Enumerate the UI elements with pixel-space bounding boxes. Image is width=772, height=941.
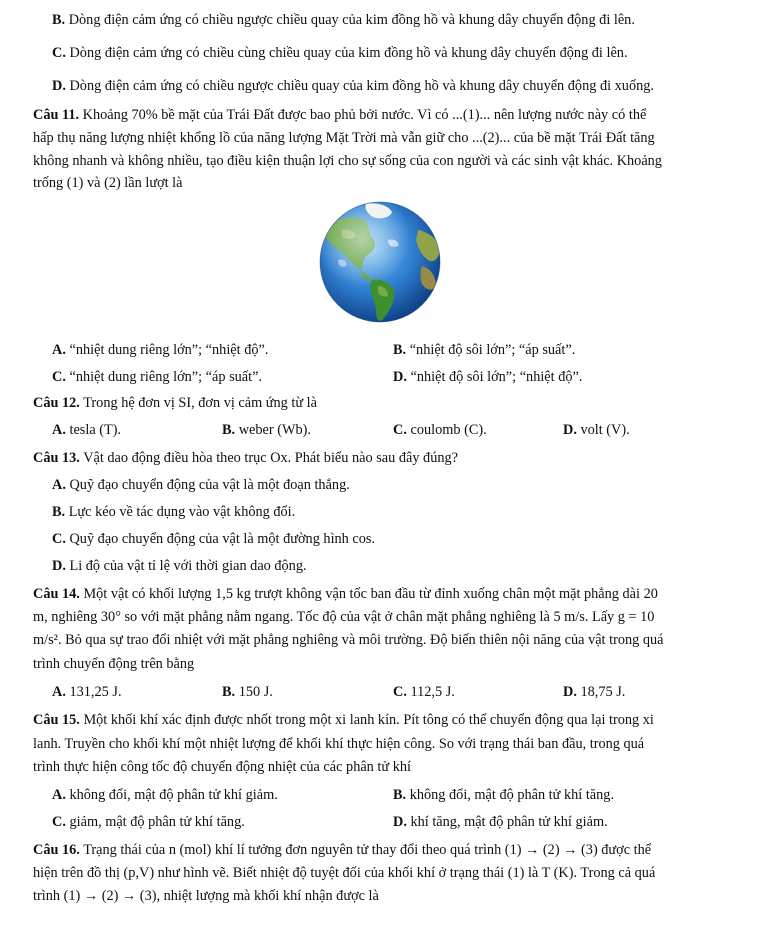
q16-line-3: trình (1) → (2) → (3), nhiệt lượng mà khối khí nhận được là bbox=[33, 888, 379, 904]
q13-option-c[interactable] bbox=[52, 528, 375, 550]
q15-option-c[interactable] bbox=[52, 811, 245, 833]
q13-stem bbox=[33, 447, 458, 469]
option-label: D. bbox=[393, 369, 407, 385]
q15-line-3: trình thực hiện công tốc độ chuyển động nhiệt của các phân tử khí bbox=[33, 759, 411, 775]
option-text: 18,75 J. bbox=[580, 684, 626, 700]
option-label: B. bbox=[52, 12, 66, 28]
option-text: tesla (T). bbox=[69, 422, 122, 438]
option-text: Lực kéo về tác dụng vào vật không đổi. bbox=[68, 504, 296, 520]
q15-line-1 bbox=[33, 709, 654, 731]
option-text: 112,5 J. bbox=[410, 684, 455, 700]
option-text: volt (V). bbox=[580, 422, 630, 438]
q12-option-b[interactable] bbox=[222, 419, 311, 441]
option-text: “nhiệt độ sôi lớn”; “nhiệt độ”. bbox=[410, 369, 583, 385]
q12-option-c[interactable] bbox=[393, 419, 487, 441]
earth-globe-icon bbox=[318, 200, 442, 324]
q12-option-a[interactable] bbox=[52, 419, 121, 441]
question-text: Trạng thái của n (mol) khí lí tưởng đơn nguyên tử thay đổi theo quá trình (1) → (2) → (3) được thể bbox=[79, 842, 652, 858]
option-label: D. bbox=[563, 422, 577, 438]
q11-line-1 bbox=[33, 104, 646, 126]
option-text: khí tăng, mật độ phân tử khí giảm. bbox=[410, 814, 608, 830]
q11-option-a[interactable] bbox=[52, 339, 268, 361]
option-label: B. bbox=[393, 787, 407, 803]
q13-option-b[interactable] bbox=[52, 501, 295, 523]
q11-option-c[interactable] bbox=[52, 366, 262, 388]
q11-line-4: trống (1) và (2) lần lượt là bbox=[33, 175, 183, 191]
option-text: Dòng điện cảm ứng có chiều cùng chiều quay của kim đồng hồ và khung dây chuyển động đi lên. bbox=[69, 45, 628, 61]
option-text: coulomb (C). bbox=[410, 422, 487, 438]
option-label: D. bbox=[52, 78, 66, 94]
question-text: Khoảng 70% bề mặt của Trái Đất được bao phủ bởi nước. Vì có ...(1)... nên lượng nước này có thể bbox=[79, 107, 647, 123]
q14-option-a[interactable] bbox=[52, 681, 122, 703]
q11-line-2: hấp thụ năng lượng nhiệt khổng lồ của năng lượng Mặt Trời mà vẫn giữ cho ...(2)... của bề mặt Trái Đất tăng bbox=[33, 130, 655, 146]
question-text: Một khối khí xác định được nhốt trong một xi lanh kín. Pít tông có thể chuyển động qua lại trong xi bbox=[79, 712, 654, 728]
q14-line-4: trình chuyển động trên bằng bbox=[33, 656, 195, 672]
question-number: Câu 12. bbox=[33, 395, 80, 411]
option-text: Dòng điện cảm ứng có chiều ngược chiều quay của kim đồng hồ và khung dây chuyển động đi lên. bbox=[68, 12, 635, 28]
option-text: “nhiệt độ sôi lớn”; “áp suất”. bbox=[409, 342, 576, 358]
question-number: Câu 13. bbox=[33, 450, 80, 466]
option-text: không đổi, mật độ phân tử khí giảm. bbox=[69, 787, 278, 803]
option-text: không đổi, mật độ phân tử khí tăng. bbox=[409, 787, 615, 803]
option-text: “nhiệt dung riêng lớn”; “nhiệt độ”. bbox=[69, 342, 269, 358]
q12-option-d[interactable] bbox=[563, 419, 630, 441]
option-text: 150 J. bbox=[238, 684, 273, 700]
q15-option-b[interactable] bbox=[393, 784, 614, 806]
option-label: C. bbox=[393, 684, 407, 700]
q11-option-d[interactable] bbox=[393, 366, 582, 388]
option-label: B. bbox=[52, 504, 66, 520]
option-text: Quỹ đạo chuyển động của vật là một đường hình cos. bbox=[69, 531, 376, 547]
option-label: B. bbox=[222, 684, 236, 700]
option-text: giảm, mật độ phân tử khí tăng. bbox=[69, 814, 245, 830]
q15-option-a[interactable] bbox=[52, 784, 278, 806]
option-label: A. bbox=[52, 422, 66, 438]
q15-line-2: lanh. Truyền cho khối khí một nhiệt lượng để khối khí thực hiện công. So với trạng thái ban đầu, trong quá bbox=[33, 736, 645, 752]
q16-line-2: hiện trên đồ thị (p,V) như hình vẽ. Biết nhiệt độ tuyệt đối của khối khí ở trạng thái (1) là T (K). Trong cả quá bbox=[33, 865, 656, 881]
option-label: C. bbox=[52, 814, 66, 830]
option-label: D. bbox=[393, 814, 407, 830]
prev-option-d bbox=[52, 75, 654, 97]
option-label: C. bbox=[393, 422, 407, 438]
question-number: Câu 16. bbox=[33, 842, 80, 858]
option-text: 131,25 J. bbox=[69, 684, 122, 700]
question-text: Vật dao động điều hòa theo trục Ox. Phát biểu nào sau đây đúng? bbox=[79, 450, 458, 466]
prev-option-c bbox=[52, 42, 628, 64]
question-number: Câu 11. bbox=[33, 107, 80, 123]
q14-option-c[interactable] bbox=[393, 681, 455, 703]
q12-stem bbox=[33, 392, 317, 414]
option-label: D. bbox=[563, 684, 577, 700]
option-label: A. bbox=[52, 342, 66, 358]
option-text: weber (Wb). bbox=[238, 422, 311, 438]
prev-option-b bbox=[52, 9, 635, 31]
option-label: D. bbox=[52, 558, 66, 574]
q11-line-3: không nhanh và không nhiều, tạo điều kiện thuận lợi cho sự sống của con người và các sinh vật khác. Khoảng bbox=[33, 153, 662, 169]
question-text: Trong hệ đơn vị SI, đơn vị cảm ứng từ là bbox=[79, 395, 318, 411]
option-text: “nhiệt dung riêng lớn”; “áp suất”. bbox=[69, 369, 263, 385]
option-label: B. bbox=[393, 342, 407, 358]
option-label: B. bbox=[222, 422, 236, 438]
q14-line-3: m/s². Bỏ qua sự trao đổi nhiệt với mặt phẳng nghiêng và môi trường. Độ biến thiên nội năng của vật trong quá bbox=[33, 632, 664, 648]
option-label: C. bbox=[52, 369, 66, 385]
q14-option-d[interactable] bbox=[563, 681, 625, 703]
question-number: Câu 14. bbox=[33, 586, 80, 602]
q14-line-1 bbox=[33, 583, 658, 605]
option-text: Dòng điện cảm ứng có chiều ngược chiều quay của kim đồng hồ và khung dây chuyển động đi xuống. bbox=[69, 78, 654, 94]
q13-option-d[interactable] bbox=[52, 555, 307, 577]
option-label: C. bbox=[52, 45, 66, 61]
option-label: C. bbox=[52, 531, 66, 547]
option-label: A. bbox=[52, 787, 66, 803]
q15-option-d[interactable] bbox=[393, 811, 608, 833]
q14-line-2: m, nghiêng 30° so với mặt phẳng nằm ngang. Tốc độ của vật ở chân mặt phẳng nghiêng là 5 m/s. Lấy g = 10 bbox=[33, 609, 655, 625]
question-number: Câu 15. bbox=[33, 712, 80, 728]
option-label: A. bbox=[52, 684, 66, 700]
option-label: A. bbox=[52, 477, 66, 493]
q14-option-b[interactable] bbox=[222, 681, 273, 703]
option-text: Quỹ đạo chuyển động của vật là một đoạn thẳng. bbox=[69, 477, 350, 493]
question-text: Một vật có khối lượng 1,5 kg trượt không vận tốc ban đầu từ đỉnh xuống chân một mặt phẳng dài 20 bbox=[79, 586, 658, 602]
q11-option-b[interactable] bbox=[393, 339, 575, 361]
option-text: Li độ của vật tỉ lệ với thời gian dao động. bbox=[69, 558, 307, 574]
q13-option-a[interactable] bbox=[52, 474, 350, 496]
q16-line-1 bbox=[33, 839, 651, 861]
